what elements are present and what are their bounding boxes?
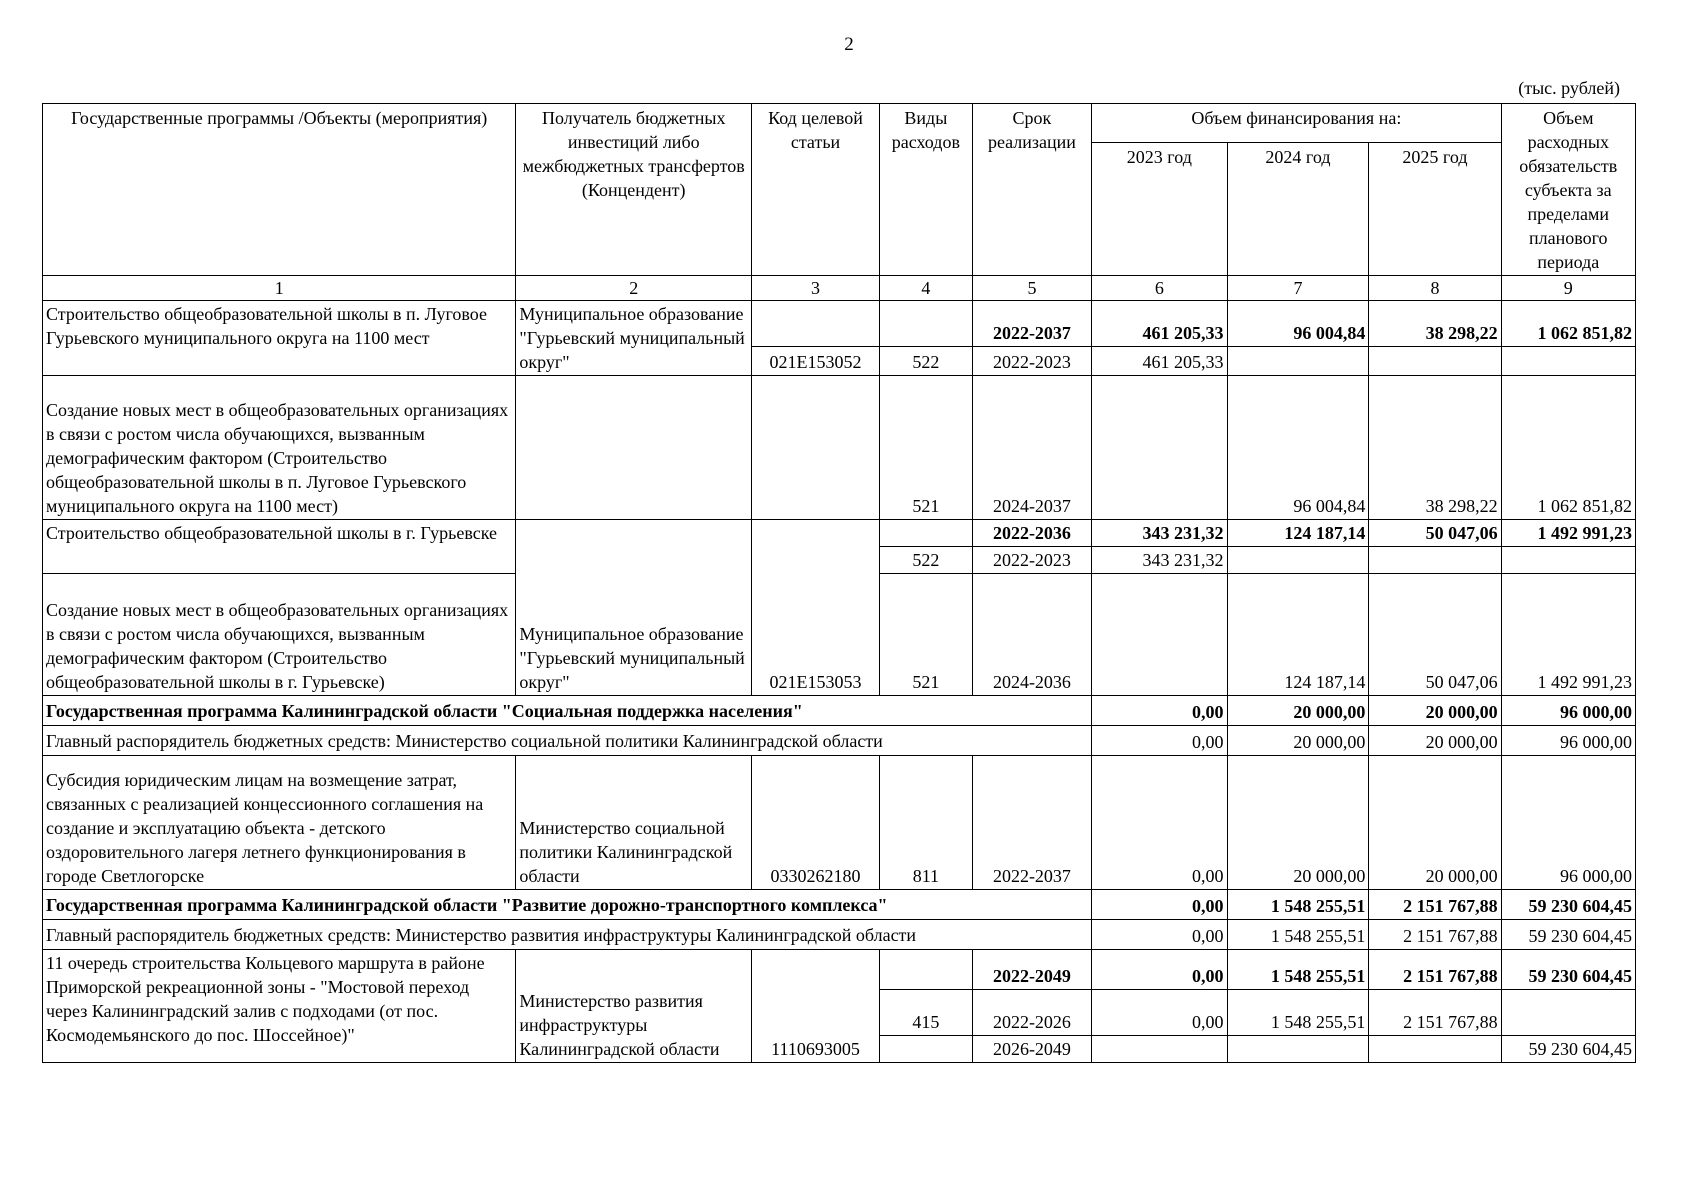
header-code: Код целевой статьи: [752, 104, 880, 276]
term: 2022-2026: [972, 990, 1091, 1036]
recipient: Министерство развития инфраструктуры Калининградской области: [516, 950, 752, 1063]
amount-beyond: 1 492 991,23: [1501, 574, 1635, 696]
program-row: [43, 696, 1636, 726]
manager-row: [43, 726, 1636, 756]
expense-kind: 521: [879, 376, 972, 520]
expense-kind: 811: [879, 756, 972, 890]
term: 2022-2049: [972, 950, 1091, 990]
term: 2022-2037: [972, 756, 1091, 890]
amount-2024: 96 004,84: [1227, 376, 1369, 520]
object-name: Строительство общеобразовательной школы в п. Луговое Гурьевского муниципального округа на 1100 мест: [43, 301, 516, 376]
amount-2024: 1 548 255,51: [1227, 990, 1369, 1036]
colnum: 3: [752, 276, 880, 301]
header-2024: 2024 год: [1227, 142, 1369, 275]
term: 2022-2036: [972, 520, 1091, 547]
term: 2022-2023: [972, 547, 1091, 574]
amount-2024: 20 000,00: [1227, 756, 1369, 890]
header-programs: Государственные программы /Объекты (мероприятия): [43, 104, 516, 276]
header-kind: Виды расходов: [879, 104, 972, 276]
colnum: 4: [879, 276, 972, 301]
amount-2023: 461 205,33: [1092, 347, 1227, 376]
amount-beyond: 96 000,00: [1501, 726, 1635, 756]
amount-2023: 0,00: [1092, 726, 1227, 756]
amount-2025: 20 000,00: [1369, 726, 1501, 756]
amount-2024: 124 187,14: [1227, 520, 1369, 547]
amount-beyond: 1 062 851,82: [1501, 301, 1635, 347]
colnum: 6: [1092, 276, 1227, 301]
amount-2023: 0,00: [1092, 920, 1227, 950]
manager-name: Главный распорядитель бюджетных средств: Министерство социальной политики Калининградской области: [43, 726, 1092, 756]
object-name: Создание новых мест в общеобразовательных организациях в связи с ростом числа обучающихся, вызванным демографическим фактором (Строительство общеобразовательной школы в п. Луговое Гурьевского муниципального округа на 1100 мест): [43, 376, 516, 520]
amount-beyond: 1 492 991,23: [1501, 520, 1635, 547]
amount-2025: 38 298,22: [1369, 376, 1501, 520]
colnum: 5: [972, 276, 1091, 301]
amount-2024: 1 548 255,51: [1227, 920, 1369, 950]
amount-beyond: 59 230 604,45: [1501, 950, 1635, 990]
header-recipient: Получатель бюджетных инвестиций либо межбюджетных трансфертов (Концендент): [516, 104, 752, 276]
amount-2024: 20 000,00: [1227, 696, 1369, 726]
amount-2025: 50 047,06: [1369, 574, 1501, 696]
expense-kind: 415: [879, 990, 972, 1036]
expense-kind: 522: [879, 347, 972, 376]
colnum: 1: [43, 276, 516, 301]
header-2023: 2023 год: [1092, 142, 1227, 275]
program-name: Государственная программа Калининградской области "Социальная поддержка населения": [43, 696, 1092, 726]
object-name: Субсидия юридическим лицам на возмещение затрат, связанных с реализацией концессионного соглашения на создание и эксплуатацию объекта - детского оздоровительного лагеря летнего функционирования в городе Светлогорске: [43, 756, 516, 890]
expense-kind: 522: [879, 547, 972, 574]
target-code: 0330262180: [752, 756, 880, 890]
term: 2022-2023: [972, 347, 1091, 376]
recipient: Муниципальное образование "Гурьевский муниципальный округ": [516, 301, 752, 376]
amount-2025: 2 151 767,88: [1369, 920, 1501, 950]
amount-beyond: 59 230 604,45: [1501, 1036, 1635, 1063]
table-row: [43, 520, 1636, 547]
amount-beyond: 1 062 851,82: [1501, 376, 1635, 520]
table-header-row: [43, 104, 1636, 143]
expense-kind: 521: [879, 574, 972, 696]
manager-row: [43, 920, 1636, 950]
object-name: Строительство общеобразовательной школы в г. Гурьевске: [43, 520, 516, 574]
manager-name: Главный распорядитель бюджетных средств: Министерство развития инфраструктуры Калининградской области: [43, 920, 1092, 950]
object-name: Создание новых мест в общеобразовательных организациях в связи с ростом числа обучающихся, вызванным демографическим фактором (Строительство общеобразовательной школы в г. Гурьевске): [43, 574, 516, 696]
amount-beyond: 59 230 604,45: [1501, 920, 1635, 950]
program-row: [43, 890, 1636, 920]
target-code: 021E153053: [752, 520, 880, 696]
colnum: 2: [516, 276, 752, 301]
term: 2024-2037: [972, 376, 1091, 520]
colnum: 8: [1369, 276, 1501, 301]
program-name: Государственная программа Калининградской области "Развитие дорожно-транспортного комплекса": [43, 890, 1092, 920]
amount-2024: 1 548 255,51: [1227, 950, 1369, 990]
header-2025: 2025 год: [1369, 142, 1501, 275]
amount-2025: 2 151 767,88: [1369, 990, 1501, 1036]
amount-2023: 343 231,32: [1092, 547, 1227, 574]
amount-2023: 0,00: [1092, 890, 1227, 920]
amount-2023: 0,00: [1092, 756, 1227, 890]
recipient: Министерство социальной политики Калининградской области: [516, 756, 752, 890]
amount-2025: 38 298,22: [1369, 301, 1501, 347]
amount-2024: 20 000,00: [1227, 726, 1369, 756]
units-label: (тыс. рублей): [1518, 78, 1620, 98]
amount-2023: 461 205,33: [1092, 301, 1227, 347]
table-row: [43, 950, 1636, 990]
recipient: Муниципальное образование "Гурьевский муниципальный округ": [516, 520, 752, 696]
term: 2022-2037: [972, 301, 1091, 347]
header-term: Срок реализации: [972, 104, 1091, 276]
table-row: [43, 756, 1636, 890]
amount-2023: 343 231,32: [1092, 520, 1227, 547]
investment-table: [42, 103, 1636, 1063]
target-code: 1110693005: [752, 950, 880, 1063]
object-name: 11 очередь строительства Кольцевого маршрута в районе Приморской рекреационной зоны - "Мостовой переход через Калининградский залив с подходами (от пос. Космодемьянского до пос. Шоссейное)": [43, 950, 516, 1063]
table-row: [43, 376, 1636, 520]
column-numbers-row: [43, 276, 1636, 301]
amount-2025: 2 151 767,88: [1369, 950, 1501, 990]
page-number: 2: [844, 34, 854, 55]
header-funding: Объем финансирования на:: [1092, 104, 1501, 143]
colnum: 9: [1501, 276, 1635, 301]
amount-2023: 0,00: [1092, 696, 1227, 726]
header-beyond: Объем расходных обязательств субъекта за пределами планового периода: [1501, 104, 1635, 276]
colnum: 7: [1227, 276, 1369, 301]
term: 2026-2049: [972, 1036, 1091, 1063]
amount-2025: 20 000,00: [1369, 696, 1501, 726]
amount-beyond: 96 000,00: [1501, 696, 1635, 726]
amount-2023: 0,00: [1092, 990, 1227, 1036]
amount-beyond: 96 000,00: [1501, 756, 1635, 890]
amount-2025: 50 047,06: [1369, 520, 1501, 547]
amount-2023: 0,00: [1092, 950, 1227, 990]
amount-beyond: 59 230 604,45: [1501, 890, 1635, 920]
term: 2024-2036: [972, 574, 1091, 696]
amount-2024: 124 187,14: [1227, 574, 1369, 696]
table-row: [43, 301, 1636, 347]
amount-2025: 20 000,00: [1369, 756, 1501, 890]
target-code: 021E153052: [752, 347, 880, 376]
amount-2025: 2 151 767,88: [1369, 890, 1501, 920]
amount-2024: 1 548 255,51: [1227, 890, 1369, 920]
amount-2024: 96 004,84: [1227, 301, 1369, 347]
